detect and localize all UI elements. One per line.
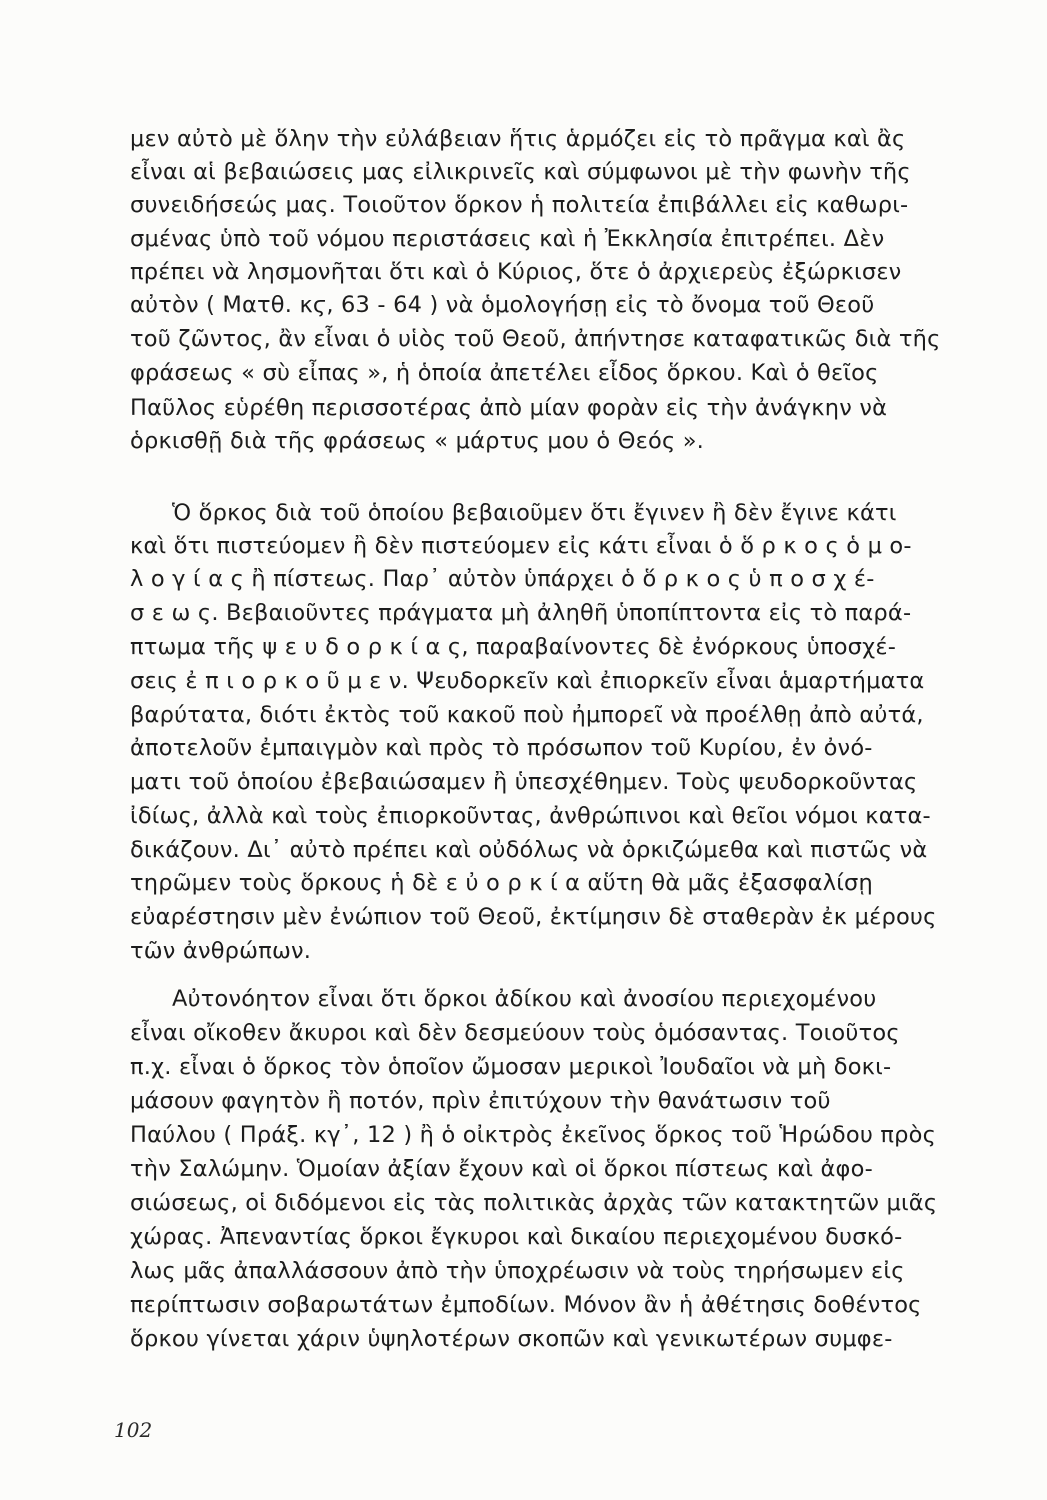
text-line: τὴν Σαλώμην. Ὁμοίαν ἀξίαν ἔχουν καὶ οἱ ὅρκοι πίστεως καὶ ἀφο- bbox=[130, 1156, 873, 1182]
text-line: μάσουν φαγητὸν ἢ ποτόν, πρὶν ἐπιτύχουν τὴν θανάτωσιν τοῦ bbox=[130, 1088, 831, 1114]
text-line: εἶναι αἱ βεβαιώσεις μας εἰλικρινεῖς καὶ σύμφωνοι μὲ τὴν φωνὴν τῆς bbox=[130, 159, 911, 185]
text-line: ματι τοῦ ὁποίου ἐβεβαιώσαμεν ἢ ὑπεσχέθημεν. Τοὺς ψευδορκοῦντας bbox=[130, 769, 918, 795]
text-line: π.χ. εἶναι ὁ ὅρκος τὸν ὁποῖον ὤμοσαν μερικοὶ Ἰουδαῖοι νὰ μὴ δοκι- bbox=[130, 1054, 892, 1080]
text-line: λ ο γ ί α ς ἢ πίστεως. Παρ᾽ αὐτὸν ὑπάρχει ὁ ὅ ρ κ ο ς ὑ π ο σ χ έ- bbox=[130, 566, 875, 592]
text-line: ἀποτελοῦν ἐμπαιγμὸν καὶ πρὸς τὸ πρόσωπον τοῦ Κυρίου, ἐν ὀνό- bbox=[130, 735, 873, 761]
text-line: τῶν ἀνθρώπων. bbox=[130, 938, 312, 964]
text-line: τοῦ ζῶντος, ἂν εἶναι ὁ υἱὸς τοῦ Θεοῦ, ἀπήντησε καταφατικῶς διὰ τῆς bbox=[130, 326, 941, 352]
text-line: σεις ἐ π ι ο ρ κ ο ῦ μ ε ν. Ψευδορκεῖν καὶ ἐπιορκεῖν εἶναι ἁμαρτήματα bbox=[130, 668, 925, 694]
text-line: σιώσεως, οἱ διδόμενοι εἰς τὰς πολιτικὰς ἀρχὰς τῶν κατακτητῶν μιᾶς bbox=[130, 1190, 938, 1216]
text-line: μεν αὐτὸ μὲ ὅλην τὴν εὐλάβειαν ἥτις ἁρμόζει εἰς τὸ πρᾶγμα καὶ ἂς bbox=[130, 126, 906, 152]
text-line: τηρῶμεν τοὺς ὅρκους ἡ δὲ ε ὐ ο ρ κ ί α αὕτη θὰ μᾶς ἐξασφαλίσῃ bbox=[130, 870, 873, 896]
text-line: ἰδίως, ἀλλὰ καὶ τοὺς ἐπιορκοῦντας, ἀνθρώπινοι καὶ θεῖοι νόμοι κατα- bbox=[130, 803, 931, 829]
text-line: χώρας. Ἀπεναντίας ὅρκοι ἔγκυροι καὶ δικαίου περιεχομένου δυσκό- bbox=[130, 1224, 903, 1250]
text-line: λως μᾶς ἀπαλλάσσουν ἀπὸ τὴν ὑποχρέωσιν νὰ τοὺς τηρήσωμεν εἰς bbox=[130, 1258, 905, 1284]
text-line: περίπτωσιν σοβαρωτάτων ἐμποδίων. Μόνον ἂν ἡ ἀθέτησις δοθέντος bbox=[130, 1292, 922, 1318]
text-line: εὐαρέστησιν μὲν ἐνώπιον τοῦ Θεοῦ, ἐκτίμησιν δὲ σταθερὰν ἐκ μέρους bbox=[130, 904, 937, 930]
text-line: πρέπει νὰ λησμονῆται ὅτι καὶ ὁ Κύριος, ὅτε ὁ ἀρχιερεὺς ἐξώρκισεν bbox=[130, 259, 902, 285]
text-line: αὐτὸν ( Ματθ. κϛ, 63 - 64 ) νὰ ὁμολογήσῃ εἰς τὸ ὄνομα τοῦ Θεοῦ bbox=[130, 292, 875, 318]
text-line: Παῦλος εὑρέθη περισσοτέρας ἀπὸ μίαν φορὰν εἰς τὴν ἀνάγκην νὰ bbox=[130, 395, 888, 421]
text-line: Παύλου ( Πράξ. κγ᾽, 12 ) ἢ ὁ οἰκτρὸς ἐκεῖνος ὅρκος τοῦ Ἡρώδου πρὸς bbox=[130, 1122, 937, 1148]
text-line: συνειδήσεώς μας. Τοιοῦτον ὅρκον ἡ πολιτεία ἐπιβάλλει εἰς καθωρι- bbox=[130, 192, 909, 218]
text-line: ὅρκου γίνεται χάριν ὑψηλοτέρων σκοπῶν καὶ γενικωτέρων συμφε- bbox=[130, 1326, 893, 1352]
text-line: Αὐτονόητον εἶναι ὅτι ὅρκοι ἀδίκου καὶ ἀνοσίου περιεχομένου bbox=[172, 986, 877, 1012]
text-line: σ ε ω ς. Βεβαιοῦντες πράγματα μὴ ἀληθῆ ὑποπίπτοντα εἰς τὸ παρά- bbox=[130, 600, 912, 626]
text-line: καὶ ὅτι πιστεύομεν ἢ δὲν πιστεύομεν εἰς κάτι εἶναι ὁ ὅ ρ κ ο ς ὁ μ ο- bbox=[130, 533, 912, 559]
text-line: σμένας ὑπὸ τοῦ νόμου περιστάσεις καὶ ἡ Ἐκκλησία ἐπιτρέπει. Δὲν bbox=[130, 226, 885, 252]
text-line: εἶναι οἴκοθεν ἄκυροι καὶ δὲν δεσμεύουν τοὺς ὁμόσαντας. Τοιοῦτος bbox=[130, 1020, 900, 1046]
text-line: φράσεως « σὺ εἶπας », ἡ ὁποία ἀπετέλει εἶδος ὅρκου. Καὶ ὁ θεῖος bbox=[130, 360, 879, 386]
text-line: πτωμα τῆς ψ ε υ δ ο ρ κ ί α ς, παραβαίνοντες δὲ ἐνόρκους ὑποσχέ- bbox=[130, 634, 897, 660]
page-number: 102 bbox=[114, 1418, 153, 1442]
text-line: βαρύτατα, διότι ἐκτὸς τοῦ κακοῦ ποὺ ἠμπορεῖ νὰ προέλθῃ ἀπὸ αὐτά, bbox=[130, 702, 924, 728]
text-line: Ὁ ὅρκος διὰ τοῦ ὁποίου βεβαιοῦμεν ὅτι ἔγινεν ἢ δὲν ἔγινε κάτι bbox=[172, 500, 897, 526]
text-line: δικάζουν. Δι᾽ αὐτὸ πρέπει καὶ οὐδόλως νὰ ὁρκιζώμεθα καὶ πιστῶς νὰ bbox=[130, 837, 928, 863]
text-line: ὁρκισθῇ διὰ τῆς φράσεως « μάρτυς μου ὁ Θεός ». bbox=[130, 428, 705, 454]
